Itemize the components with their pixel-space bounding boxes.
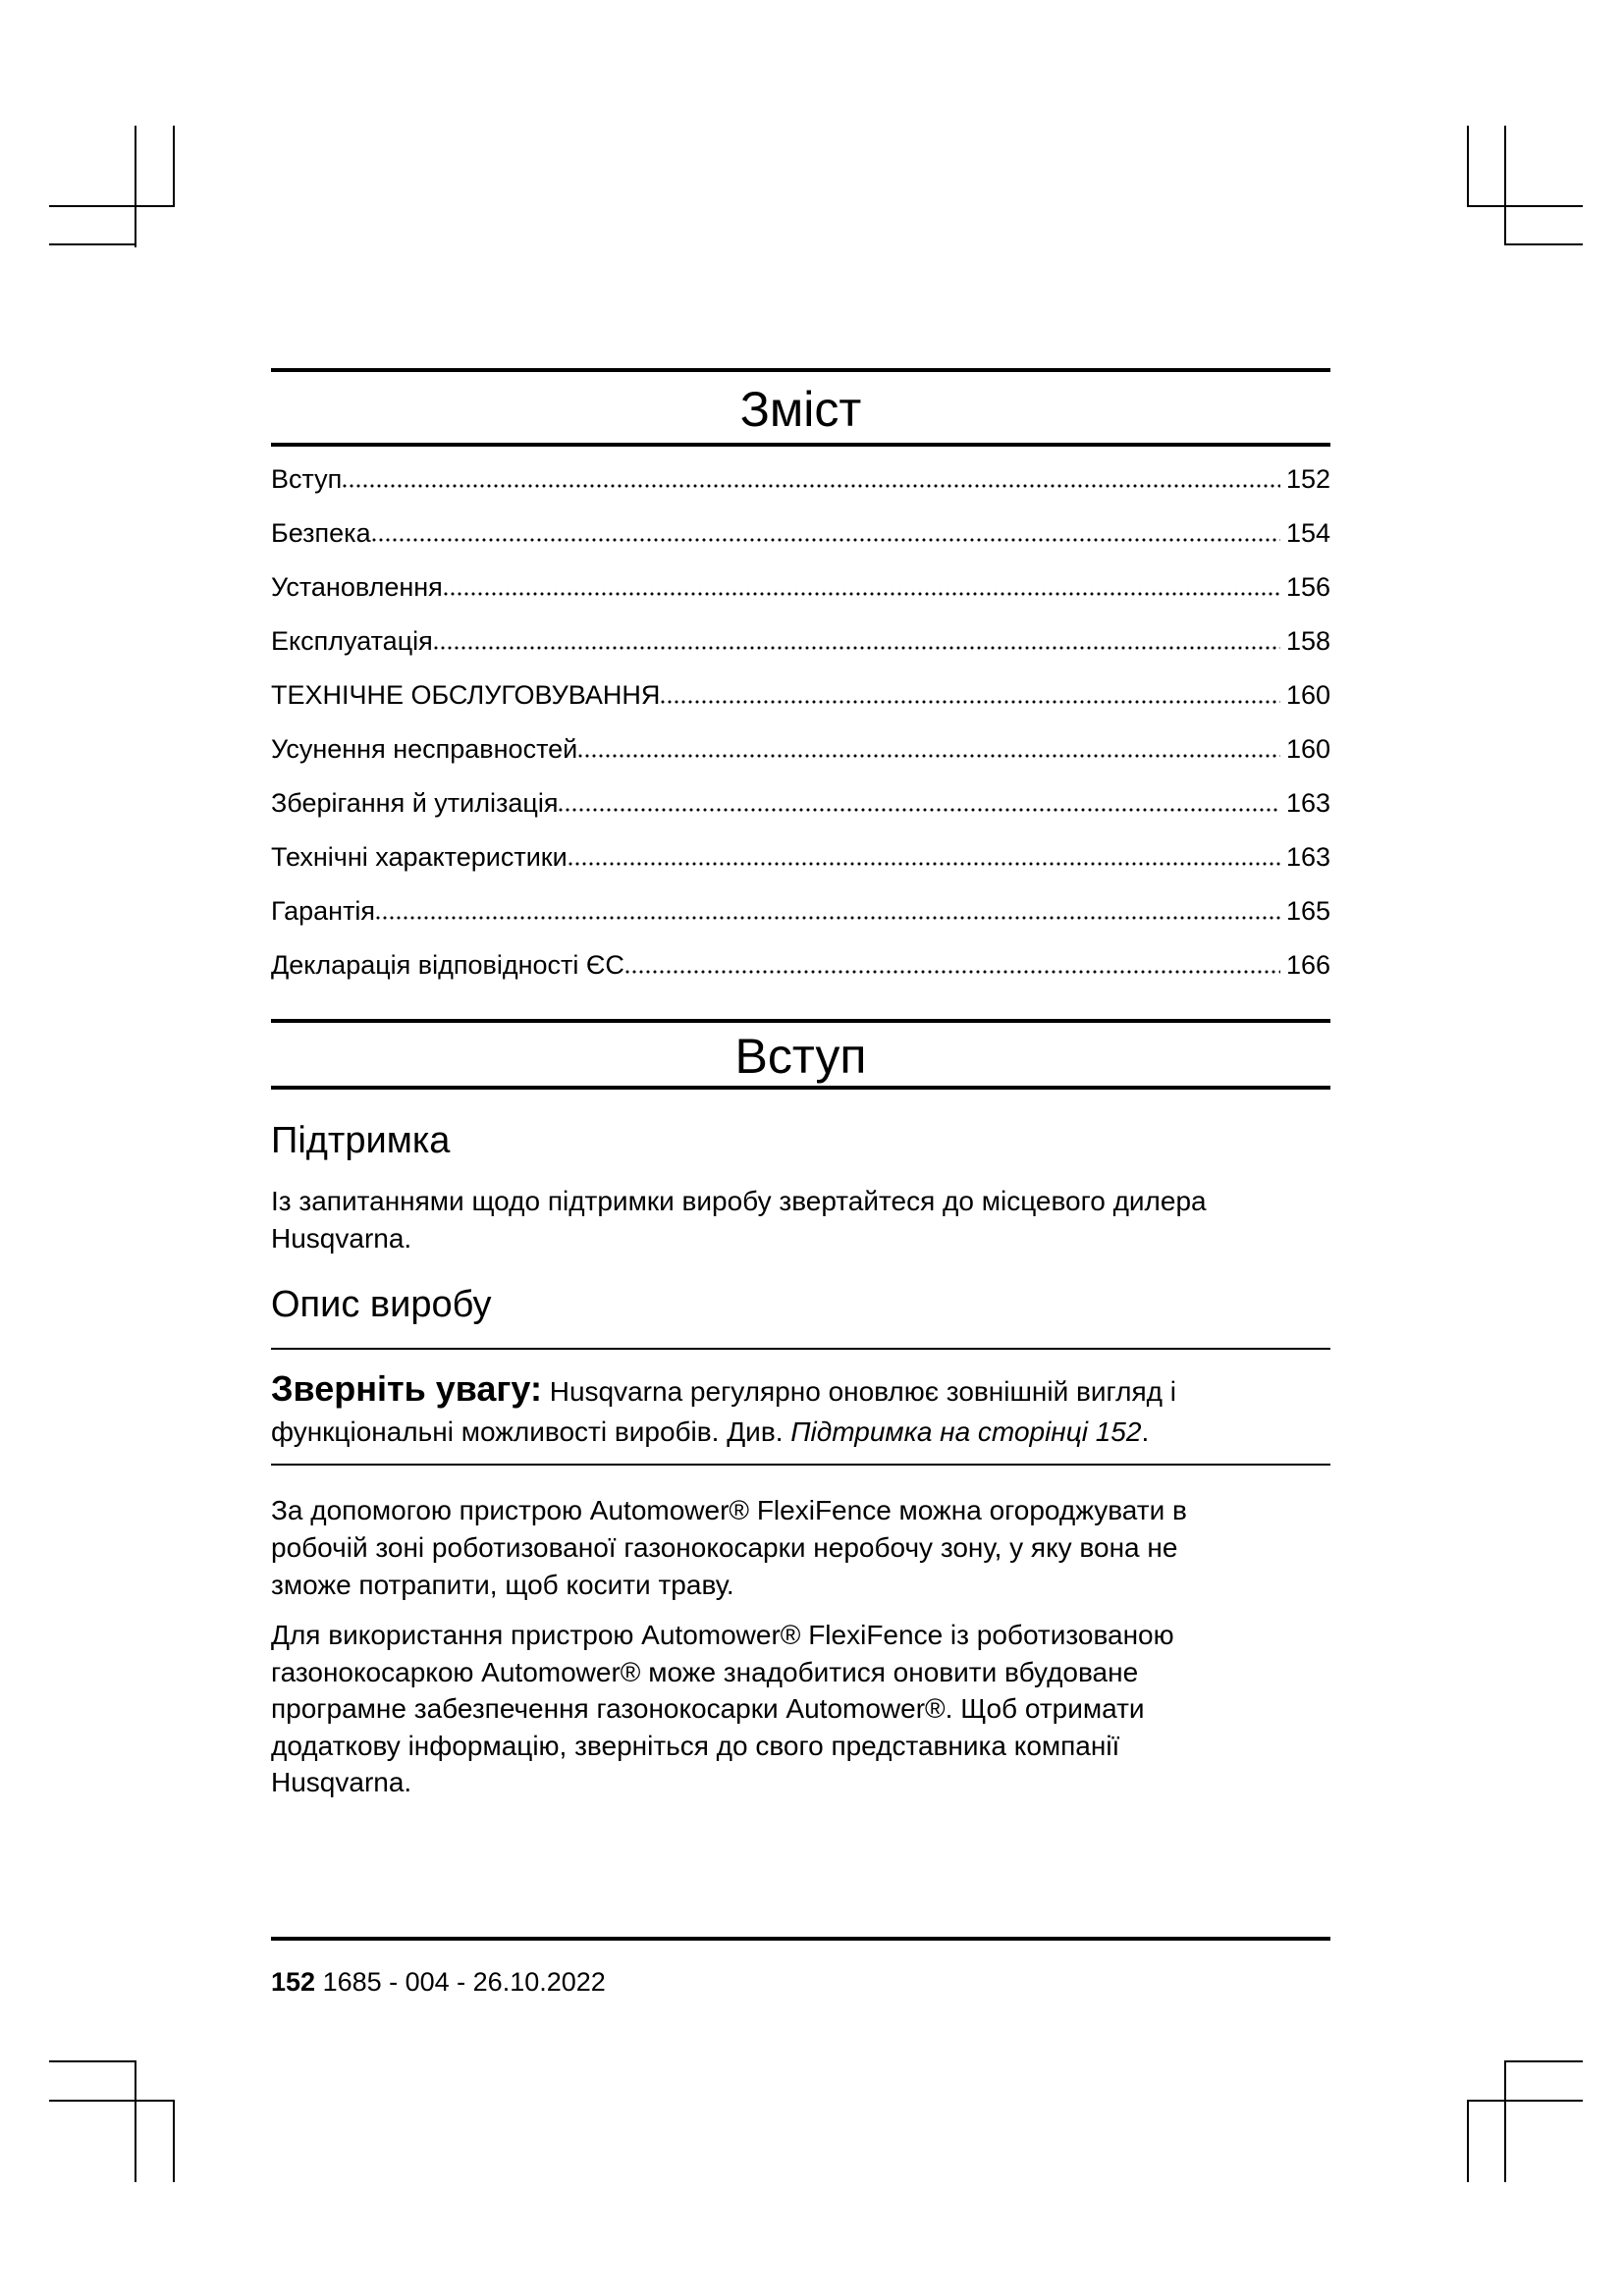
dot-leader [343, 484, 1280, 488]
toc-entry-page: 160 [1285, 680, 1330, 710]
toc-entry-installation[interactable] [271, 561, 1330, 614]
toc-entry-page: 158 [1285, 626, 1330, 656]
text-line: За допомогою пристрою Automower® FlexiFence можна огороджувати в [271, 1495, 1187, 1525]
toc-entry-page: 152 [1285, 464, 1330, 494]
text-line: зможе потрапити, щоб косити траву. [271, 1570, 734, 1600]
crop-mark [1504, 2060, 1506, 2182]
crop-mark [49, 205, 175, 207]
note-rule [271, 1348, 1330, 1350]
toc-entry-page: 163 [1285, 788, 1330, 818]
support-paragraph [271, 1183, 1207, 1257]
product-paragraph [271, 1492, 1187, 1604]
toc-entry-label: Усунення несправностей [271, 734, 578, 764]
crop-mark [173, 126, 175, 207]
toc-entry-label: Технічні характеристики [271, 842, 568, 872]
toc-entry-label: Установлення [271, 572, 443, 602]
text-line: додаткову інформацію, зверніться до свого представника компанії [271, 1730, 1120, 1761]
note-text: . [1141, 1416, 1150, 1447]
text-line: програмне забезпечення газонокосарки Automower®. Щоб отримати [271, 1693, 1145, 1724]
toc-entry-warranty[interactable] [271, 884, 1330, 938]
product-description-heading: Опис виробу [271, 1284, 492, 1325]
crop-mark [173, 2100, 175, 2182]
document-code: 1685 - 004 - 26.10.2022 [315, 1967, 606, 1997]
dot-leader [376, 916, 1280, 920]
section-title: Вступ [734, 1029, 867, 1084]
note-line [271, 1412, 1176, 1452]
toc-entry-page: 154 [1285, 518, 1330, 548]
cross-reference-link[interactable]: Підтримка на сторінці 152 [790, 1416, 1142, 1447]
toc-entry-operation[interactable] [271, 614, 1330, 668]
section-rule [271, 1086, 1330, 1090]
dot-leader [661, 700, 1280, 704]
toc-entry-intro[interactable] [271, 453, 1330, 507]
crop-mark [135, 126, 136, 247]
section-rule [271, 368, 1330, 372]
product-paragraph [271, 1617, 1174, 1801]
table-of-contents [271, 453, 1330, 992]
crop-mark [135, 2060, 136, 2182]
note-label: Зверніть увагу: [271, 1368, 542, 1409]
toc-entry-technical-data[interactable] [271, 830, 1330, 884]
crop-mark [1504, 243, 1583, 245]
page-number: 152 [271, 1967, 316, 1997]
toc-entry-label: Декларація відповідності ЄС [271, 950, 624, 980]
toc-entry-label: Гарантія [271, 896, 376, 926]
toc-entry-storage[interactable] [271, 776, 1330, 830]
section-rule [271, 1019, 1330, 1023]
text-line: Husqvarna. [271, 1223, 412, 1254]
dot-leader [444, 592, 1280, 596]
toc-entry-page: 165 [1285, 896, 1330, 926]
text-line: робочій зоні роботизованої газонокосарки неробочу зону, у яку вона не [271, 1532, 1178, 1563]
section-rule [271, 443, 1330, 447]
page-footer [271, 1966, 606, 1998]
text-line: газонокосаркою Automower® може знадобитися оновити вбудоване [271, 1656, 1139, 1687]
toc-entry-maintenance[interactable] [271, 668, 1330, 722]
crop-mark [1467, 205, 1583, 207]
note-box [271, 1368, 1176, 1452]
toc-entry-declaration[interactable] [271, 938, 1330, 992]
toc-title: Зміст [739, 382, 862, 437]
toc-entry-page: 166 [1285, 950, 1330, 980]
crop-mark [1467, 126, 1469, 207]
toc-entry-page: 163 [1285, 842, 1330, 872]
text-line: Husqvarna. [271, 1767, 412, 1797]
crop-mark [49, 2060, 136, 2062]
crop-mark [1467, 2100, 1583, 2102]
toc-entry-label: Вступ [271, 464, 343, 494]
toc-entry-safety[interactable] [271, 507, 1330, 561]
dot-leader [578, 754, 1280, 758]
toc-entry-troubleshooting[interactable] [271, 722, 1330, 776]
toc-entry-page: 160 [1285, 734, 1330, 764]
crop-mark [1504, 2060, 1583, 2062]
dot-leader [434, 646, 1280, 650]
footer-rule [271, 1937, 1330, 1941]
note-text: функціональні можливості виробів. Див. [271, 1416, 791, 1447]
dot-leader [372, 538, 1280, 542]
note-text: Husqvarna регулярно оновлює зовнішній вигляд і [541, 1376, 1176, 1407]
toc-entry-label: Безпека [271, 518, 371, 548]
dot-leader [559, 808, 1279, 812]
toc-entry-label: ТЕХНІЧНЕ ОБСЛУГОВУВАННЯ [271, 680, 661, 710]
dot-leader [625, 970, 1280, 974]
crop-mark [49, 2100, 175, 2102]
note-rule [271, 1464, 1330, 1466]
text-line: Із запитаннями щодо підтримки виробу звертайтеся до місцевого дилера [271, 1186, 1207, 1216]
toc-entry-label: Зберігання й утилізація [271, 788, 559, 818]
dot-leader [568, 862, 1280, 866]
support-heading: Підтримка [271, 1120, 451, 1161]
note-line [271, 1368, 1176, 1412]
toc-entry-page: 156 [1285, 572, 1330, 602]
text-line: Для використання пристрою Automower® FlexiFence із роботизованою [271, 1620, 1174, 1650]
crop-mark [1504, 126, 1506, 245]
crop-mark [1467, 2100, 1469, 2182]
toc-entry-label: Експлуатація [271, 626, 433, 656]
crop-mark [49, 243, 136, 245]
